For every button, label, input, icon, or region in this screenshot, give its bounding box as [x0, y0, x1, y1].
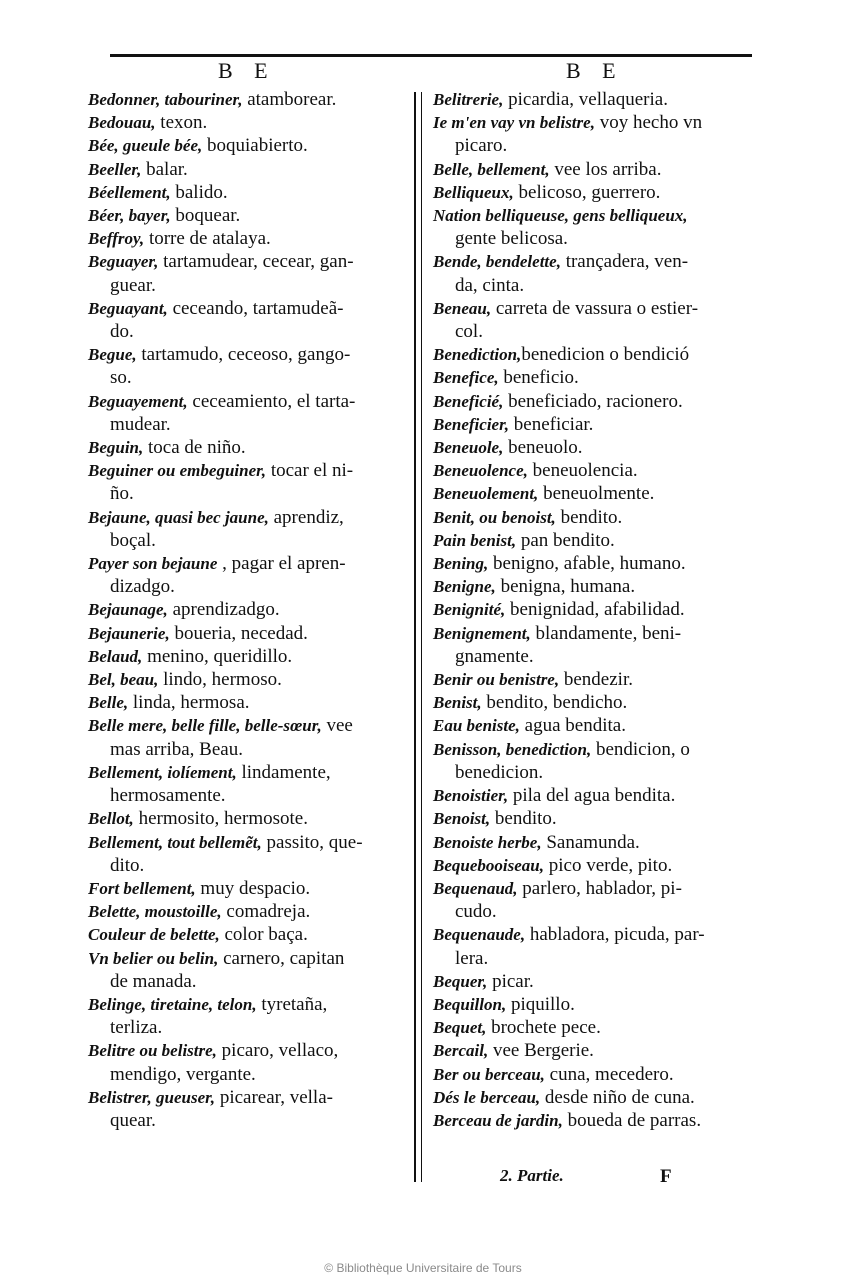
entry-definition: parlero, hablador, pi-	[517, 877, 682, 899]
entry-headword: Pain benist,	[433, 530, 517, 550]
dictionary-entry	[88, 181, 408, 204]
entry-definition: vee los arriba.	[549, 158, 662, 180]
entry-headword: Bercail,	[433, 1041, 489, 1061]
entry-definition: pila del agua bendita.	[508, 785, 676, 807]
dictionary-entry	[433, 831, 755, 854]
dictionary-entry	[88, 250, 408, 296]
dictionary-entry	[433, 714, 755, 737]
entry-headword: Fort bellement,	[88, 878, 196, 898]
entry-headword: Bequenaud,	[433, 878, 518, 898]
entry-headword: Benist,	[433, 693, 482, 713]
dictionary-entry	[88, 691, 408, 714]
dictionary-entry	[433, 854, 755, 877]
entry-definition: hermosito, hermosote.	[133, 808, 308, 830]
entry-headword: Belle, bellement,	[433, 159, 550, 179]
entry-headword: Bequebooiseau,	[433, 855, 544, 875]
entry-headword: Dés le berceau,	[433, 1087, 541, 1107]
dictionary-entry	[433, 807, 755, 830]
entry-headword: Begue,	[88, 345, 137, 365]
dictionary-entry	[88, 923, 408, 946]
dictionary-entry	[433, 784, 755, 807]
entry-continuation: hermosamente.	[110, 785, 226, 807]
entry-headword: Bejaune, quasi bec jaune,	[88, 507, 269, 527]
entry-headword: Benoist,	[433, 809, 491, 829]
entry-continuation: col.	[455, 321, 483, 343]
entry-continuation: de manada.	[110, 970, 197, 992]
entry-headword: Belitrerie,	[433, 90, 504, 109]
dictionary-entry	[88, 947, 408, 993]
dictionary-entry	[433, 1016, 755, 1039]
entry-continuation: gnamente.	[455, 645, 534, 667]
entry-continuation: mas arriba, Beau.	[110, 738, 243, 760]
entry-headword: Couleur de belette,	[88, 925, 220, 945]
entry-definition: beneficiado, racionero.	[503, 390, 683, 412]
entry-definition: beneuolmente.	[538, 483, 655, 505]
column-divider-thin	[421, 92, 422, 1182]
dictionary-entry	[433, 575, 755, 598]
entry-definition: pan bendito.	[516, 529, 615, 551]
entry-definition: menino, queridillo.	[142, 645, 293, 667]
entry-headword: Beneuolement,	[433, 484, 539, 504]
entry-headword: Bequillon,	[433, 994, 507, 1014]
entry-headword: Eau beniste,	[433, 716, 520, 736]
dictionary-entry	[88, 552, 408, 598]
dictionary-entry	[433, 877, 755, 923]
dictionary-entry	[433, 506, 755, 529]
entry-continuation: mendigo, vergante.	[110, 1063, 256, 1085]
entry-definition: habladora, picuda, par-	[525, 924, 705, 946]
entry-continuation: dizadgo.	[110, 576, 175, 598]
entry-headword: Belliqueux,	[433, 182, 514, 202]
dictionary-entry	[88, 390, 408, 436]
dictionary-entry	[88, 645, 408, 668]
dictionary-entry	[433, 413, 755, 436]
entry-headword: Beguayement,	[88, 391, 188, 411]
entry-headword: Belaud,	[88, 646, 143, 666]
entry-headword: Bende, bendelette,	[433, 252, 561, 272]
entry-definition: beneficiar.	[509, 413, 594, 435]
dictionary-entry	[433, 970, 755, 993]
entry-headword: Beneau,	[433, 298, 492, 318]
dictionary-entry	[88, 1039, 408, 1085]
entry-headword: Benoistier,	[433, 786, 509, 806]
dictionary-entry	[88, 111, 408, 134]
entry-headword: Beneuolence,	[433, 461, 528, 481]
entry-continuation: guear.	[110, 274, 156, 296]
part-label: 2. Partie.	[500, 1166, 564, 1185]
entry-continuation: da, cinta.	[455, 274, 525, 296]
entry-headword: Bel, beau,	[88, 670, 159, 690]
entry-headword: Beguayer,	[88, 252, 159, 272]
entry-definition: passito, que-	[261, 831, 363, 853]
entry-definition: comadreja.	[221, 901, 311, 923]
entry-headword: Belitre ou belistre,	[88, 1041, 217, 1061]
entry-headword: Bellement, iolíement,	[88, 762, 237, 782]
dictionary-entry	[433, 598, 755, 621]
entry-headword: Benisson, benediction,	[433, 739, 592, 759]
entry-definition: benignidad, afabilidad.	[505, 599, 685, 621]
entry-headword: Beguayant,	[88, 298, 168, 318]
dictionary-entry	[88, 227, 408, 250]
entry-definition: benigna, humana.	[495, 576, 636, 598]
entry-definition: desde niño de cuna.	[540, 1086, 695, 1108]
entry-definition: picarear, vella-	[215, 1086, 333, 1108]
entry-headword: Benefice,	[433, 368, 499, 388]
entry-headword: Bellot,	[88, 809, 134, 829]
dictionary-entry	[433, 668, 755, 691]
entry-definition: voy hecho vn	[594, 112, 703, 134]
entry-definition: carnero, capitan	[218, 947, 345, 969]
entry-definition: aprendiz,	[268, 506, 344, 528]
entry-definition: beneuolo.	[503, 437, 583, 459]
column-divider	[414, 92, 416, 1182]
entry-headword: Benigne,	[433, 577, 496, 597]
entry-headword: Bejaunerie,	[88, 623, 170, 643]
entry-definition: beneuolencia.	[527, 460, 638, 482]
entry-definition: bendito.	[555, 506, 623, 528]
entry-definition: tyretaña,	[256, 993, 328, 1015]
dictionary-entry	[88, 831, 408, 877]
entry-definition: piquillo.	[506, 993, 575, 1015]
copyright-notice: © Bibliothèque Universitaire de Tours	[324, 1261, 522, 1275]
entry-definition: muy despacio.	[195, 877, 311, 899]
entry-definition: balar.	[141, 158, 188, 180]
header-rule	[110, 54, 752, 57]
dictionary-entry	[88, 807, 408, 830]
dictionary-entry	[433, 1086, 755, 1109]
entry-definition: boueda de parras.	[562, 1109, 702, 1131]
signature-mark: F	[660, 1166, 672, 1187]
entry-definition: vee	[321, 715, 353, 737]
dictionary-entry	[88, 343, 408, 389]
entry-continuation: dito.	[110, 854, 145, 876]
entry-definition: benedicion o bendició	[521, 344, 690, 366]
entry-headword: Bening,	[433, 554, 489, 574]
dictionary-entry	[88, 598, 408, 621]
entry-headword: Beneficier,	[433, 414, 510, 434]
entry-continuation: mudear.	[110, 413, 171, 435]
entry-headword: Beeller,	[88, 159, 142, 179]
dictionary-entry	[433, 88, 755, 111]
dictionary-entry	[433, 691, 755, 714]
entry-definition: ceceando, tartamudeã-	[167, 297, 344, 319]
entry-definition: bendezir.	[559, 669, 633, 691]
entry-definition: tocar el ni-	[266, 460, 354, 482]
entry-headword: Bedonner, tabouriner,	[88, 90, 243, 109]
entry-definition: picardia, vellaqueria.	[503, 89, 668, 110]
entry-definition: bendito.	[490, 808, 557, 830]
dictionary-entry	[433, 1039, 755, 1062]
entry-headword: Vn belier ou belin,	[88, 948, 219, 968]
entry-definition: belicoso, guerrero.	[513, 181, 661, 203]
dictionary-entry	[88, 204, 408, 227]
entry-definition: boueria, necedad.	[169, 622, 308, 644]
entry-continuation: so.	[110, 367, 132, 389]
running-head-right: B E	[566, 58, 624, 83]
entry-continuation: gente belicosa.	[455, 228, 568, 250]
entry-definition: vee Bergerie.	[488, 1040, 594, 1062]
dictionary-entry	[433, 390, 755, 413]
entry-headword: Beneficié,	[433, 391, 504, 411]
entry-headword: Berceau de jardin,	[433, 1110, 563, 1130]
dictionary-entry	[433, 158, 755, 181]
entry-definition: boquiabierto.	[202, 135, 308, 157]
entry-headword: Beguin,	[88, 438, 144, 458]
dictionary-entry	[433, 436, 755, 459]
dictionary-entry	[433, 552, 755, 575]
right-column	[433, 88, 755, 1132]
dictionary-entry	[433, 459, 755, 482]
entry-definition: ceceamiento, el tarta-	[187, 390, 356, 412]
running-head-left: B E	[218, 58, 276, 83]
entry-continuation: do.	[110, 321, 134, 343]
entry-definition: brochete pece.	[486, 1017, 601, 1039]
entry-continuation: ño.	[110, 483, 134, 505]
dictionary-entry	[88, 761, 408, 807]
entry-headword: Belinge, tiretaine, telon,	[88, 994, 257, 1014]
entry-headword: Bejaunage,	[88, 600, 168, 620]
entry-continuation: benedicion.	[455, 761, 544, 783]
dictionary-entry	[433, 738, 755, 784]
dictionary-entry	[88, 877, 408, 900]
entry-definition: cuna, mecedero.	[544, 1063, 674, 1085]
dictionary-entry	[88, 158, 408, 181]
entry-headword: Béellement,	[88, 182, 171, 202]
entry-definition: pico verde, pito.	[543, 854, 673, 876]
entry-definition: picaro, vellaco,	[216, 1040, 339, 1062]
dictionary-entry	[433, 297, 755, 343]
entry-definition: color baça.	[219, 924, 308, 946]
entry-definition: trançadera, ven-	[560, 251, 689, 273]
entry-headword: Béer, bayer,	[88, 206, 171, 226]
page-footer	[500, 1166, 672, 1187]
entry-definition: atamborear.	[242, 89, 337, 110]
entry-definition: bendicion, o	[591, 738, 690, 760]
dictionary-entry	[433, 993, 755, 1016]
entry-continuation: lera.	[455, 947, 489, 969]
entry-definition: Sanamunda.	[541, 831, 640, 853]
entry-definition: blandamente, beni-	[530, 622, 682, 644]
entry-continuation: terliza.	[110, 1017, 163, 1039]
dictionary-entry	[433, 622, 755, 668]
dictionary-entry	[88, 1086, 408, 1132]
dictionary-entry	[433, 529, 755, 552]
entry-definition: carreta de vassura o estier-	[491, 297, 699, 319]
entry-headword: Bequer,	[433, 971, 488, 991]
entry-definition: toca de niño.	[143, 437, 246, 459]
entry-headword: Bequet,	[433, 1018, 487, 1038]
entry-definition: benigno, afable, humano.	[488, 553, 686, 575]
entry-continuation: cudo.	[455, 901, 497, 923]
entry-headword: Payer son bejaune	[88, 554, 218, 574]
dictionary-entry	[433, 482, 755, 505]
dictionary-entry	[433, 366, 755, 389]
entry-headword: Belle,	[88, 693, 129, 713]
entry-headword: Nation belliqueuse, gens belliqueux,	[433, 206, 688, 226]
entry-definition: torre de atalaya.	[144, 228, 271, 250]
entry-definition: balido.	[170, 181, 228, 203]
entry-headword: Beffroy,	[88, 229, 145, 249]
entry-definition: linda, hermosa.	[128, 692, 250, 714]
entry-definition: tartamudo, ceceoso, gango-	[136, 344, 351, 366]
entry-headword: Beguiner ou embeguiner,	[88, 461, 267, 481]
entry-headword: Beneuole,	[433, 438, 504, 458]
entry-continuation: quear.	[110, 1109, 156, 1131]
entry-continuation: picaro.	[455, 135, 508, 157]
entry-headword: Benignité,	[433, 600, 506, 620]
entry-definition: boquear.	[170, 205, 241, 227]
entry-definition: texon.	[155, 112, 208, 134]
entry-headword: Belette, moustoille,	[88, 902, 222, 922]
entry-headword: Ie m'en vay vn belistre,	[433, 113, 595, 133]
entry-definition: , pagar el apren-	[217, 553, 346, 575]
dictionary-entry	[88, 993, 408, 1039]
entry-definition: lindo, hermoso.	[158, 669, 282, 691]
dictionary-entry	[88, 506, 408, 552]
entry-definition: beneficio.	[498, 367, 579, 389]
dictionary-entry	[88, 297, 408, 343]
entry-definition: picar.	[487, 970, 534, 992]
dictionary-entry	[433, 111, 755, 157]
entry-headword: Benoiste herbe,	[433, 832, 542, 852]
entry-headword: Benir ou benistre,	[433, 670, 560, 690]
dictionary-entry	[433, 204, 755, 250]
dictionary-entry	[88, 668, 408, 691]
dictionary-entry	[88, 134, 408, 157]
dictionary-entry	[88, 459, 408, 505]
left-column	[88, 88, 408, 1132]
entry-continuation: boçal.	[110, 529, 156, 551]
entry-definition: tartamudear, cecear, gan-	[158, 251, 354, 273]
dictionary-entry	[433, 1109, 755, 1132]
dictionary-entry	[88, 900, 408, 923]
entry-definition: lindamente,	[236, 761, 331, 783]
dictionary-entry	[433, 923, 755, 969]
entry-definition: agua bendita.	[519, 715, 626, 737]
entry-headword: Bedouau,	[88, 113, 156, 133]
entry-headword: Ber ou berceau,	[433, 1064, 545, 1084]
entry-definition: aprendizadgo.	[167, 599, 280, 621]
entry-headword: Bequenaude,	[433, 925, 526, 945]
dictionary-entry	[433, 1063, 755, 1086]
entry-definition: bendito, bendicho.	[481, 692, 628, 714]
entry-headword: Benit, ou benoist,	[433, 507, 556, 527]
entry-headword: Bellement, tout bellemẽt,	[88, 832, 262, 852]
dictionary-entry	[88, 88, 408, 111]
entry-headword: Belle mere, belle fille, belle-sœur,	[88, 716, 322, 736]
dictionary-entry	[433, 181, 755, 204]
dictionary-entry	[88, 622, 408, 645]
entry-headword: Benediction,	[433, 345, 522, 365]
dictionary-entry	[433, 343, 755, 366]
dictionary-entry	[88, 714, 408, 760]
dictionary-entry	[433, 250, 755, 296]
entry-headword: Belistrer, gueuser,	[88, 1087, 216, 1107]
entry-headword: Benignement,	[433, 623, 531, 643]
entry-headword: Bée, gueule bée,	[88, 136, 203, 156]
dictionary-entry	[88, 436, 408, 459]
